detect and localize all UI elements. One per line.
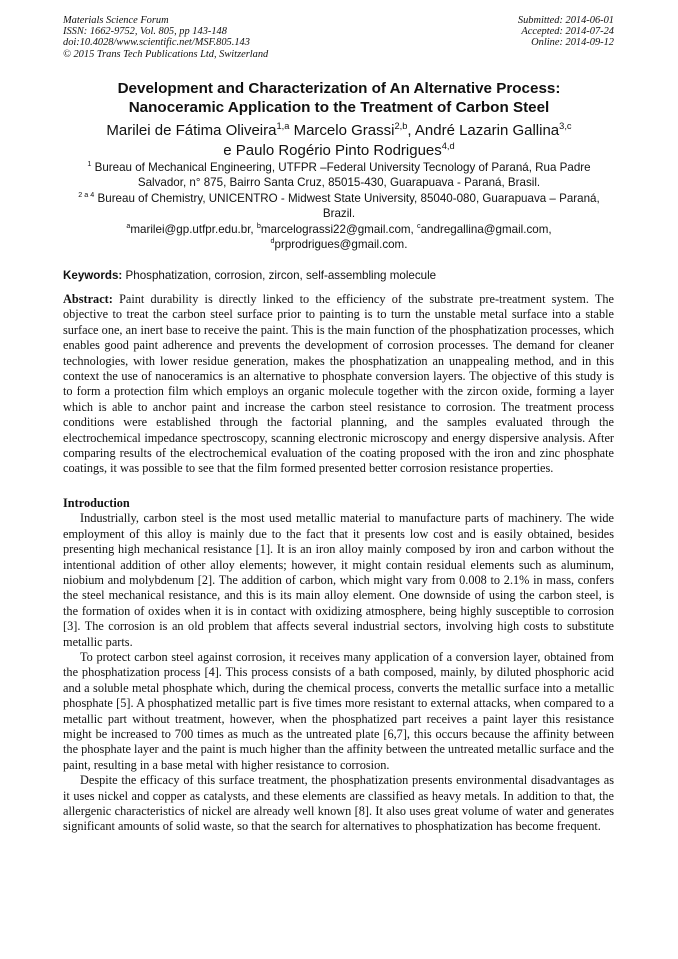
abstract-text: Paint durability is directly linked to the efficiency of the substrate pre-treatment system. The objective to treat the carbon steel surface prior to painting is to turn the unstable metal surface into a stable surface one, an inert base to receive the paint. This is the main function of the phosphatization processes, which enables good paint adherence and prevents the development of corrosion processes. The demand for cleaner technologies, with lower residue generation, makes the phosphatization an unappealing method, and in this context the use of nanoceramics is an alternative to phosphate conversion layers. The objective of this study is to form a protection film which employs an organic molecule together with the zircon oxide, forming a layer which is able to anchor paint and increase the carbon steel resistance to corrosion. The treatment process conditions were established through the factorial planning, and the samples evaluated through the electrochemical impedance spectroscopy, scanning electronic microscopy and energy dispersive analysis. After comparing results of the electrochemical evaluation of the coating proposed with the iron and zinc phosphate coatings, it was possible to see that the film formed presented better corrosion resistance properties. (63, 292, 615, 476)
author-3: André Lazarin Gallina (414, 122, 560, 139)
email-d-sup: d (270, 236, 275, 246)
author-2-sup: 2,b (394, 121, 408, 131)
affiliations (62, 160, 616, 252)
affiliation-1-text: Bureau of Mechanical Engineering, UTFPR –Federal University Tecnology of Paraná, Rua Padre Salvador, n° 875, Bairro Santa Cruz, 85015-430, Guarapuava - Paraná, Brasil. (94, 161, 591, 190)
journal-header (63, 15, 268, 60)
author-list (40, 121, 638, 161)
authors-line-1: Marilei de Fátima Oliveira$^{1,a}$ Marcelo Grassi$^{2,b}$, André Lazarin Gallina$^{3,c}$ (106, 121, 572, 139)
email-b-sup: b (256, 220, 261, 230)
journal-name: Materials Science Forum (63, 15, 169, 26)
author-3-sup: 3,c (559, 121, 572, 131)
author-4: e Paulo Rogério Pinto Rodrigues (223, 142, 442, 159)
abstract-label: Abstract: (63, 292, 113, 306)
email-c-sup: c (417, 220, 421, 230)
online-date: Online: 2014-09-12 (531, 37, 614, 49)
dates-header (518, 15, 614, 49)
email-a: marilei@gp.utfpr.edu.br, (130, 222, 254, 236)
section-heading-introduction: Introduction (63, 495, 130, 510)
affiliation-1 (62, 160, 616, 191)
author-emails (62, 222, 616, 253)
email-b: marcelograssi22@gmail.com, (260, 222, 414, 236)
abstract (63, 292, 614, 477)
affiliation-2 (62, 191, 616, 222)
author-4-sup: 4,d (441, 141, 455, 151)
email-d: prprodrigues@gmail.com. (274, 238, 408, 252)
intro-paragraph-1: Industrially, carbon steel is the most used metallic material to manufacture parts of machinery. The wide employment of this alloy is mainly due to the fact that it presents low cost and is easily obtained, besides presenting high mechanical resistance [1]. It is an iron alloy mainly composed by iron and carbon without the intentional addition of other alloy elements; however, it might contain residual elements such as aluminum, niobium and molybdenum [2]. The addition of carbon, which might vary from 0.008 to 2.1% in mass, confers the steel mechanical resistance, and this is its main alloy element. One downside of using the carbon steel, is the formation of oxides when it is in contact with oxidizing atmosphere, being highly susceptible to corrosion [3]. The corrosion is an old problem that affects several industrial sectors, involving high costs to substitute metallic parts. (63, 511, 614, 649)
affiliation-2-text: Bureau of Chemistry, UNICENTRO - Midwest State University, 85040-080, Guarapuava – Paraná, Brazil. (97, 191, 600, 221)
title-line-1: Development and Characterization of An Alternative Process: (117, 80, 561, 97)
intro-paragraph-3: Despite the efficacy of this surface treatment, the phosphatization presents environmental disadvantages as it uses nickel and copper as catalysts, and these elements are classified as heavy metals. In addition to that, the allergenic characteristics of nickel are already well known [8]. It also uses great volume of water and generates significant amounts of solid waste, so that the search for alternatives to phosphatization has become frequent. (63, 773, 614, 834)
email-c: andregallina@gmail.com, (420, 222, 552, 236)
journal-copyright: © 2015 Trans Tech Publications Ltd, Switzerland (63, 48, 269, 60)
affiliation-1-sup: 1 (87, 159, 92, 169)
accepted-date: Accepted: 2014-07-24 (521, 26, 614, 38)
affiliation-2-sup: 2 a 4 (78, 189, 95, 199)
paper-title (50, 79, 628, 117)
paper-body (63, 292, 614, 835)
intro-paragraph-2: To protect carbon steel against corrosion, it receives many application of a conversion layer, obtained from the phosphatization process [4]. This process consists of a bath composed, mainly, by diluted phosphoric acid and a soluble metal phosphate which, during the chemical process, converts the metallic surface into a metallic phosphate [5]. A phosphatized metallic part is five times more resistant to external attacks, when compared to a metallic part without treatment, however, when the phosphatized part receives a paint layer this resistance might be increased to 700 times as much as the untreated plate [6,7], this occurs because the affinity between the phosphate layer and the paint is much higher than the affinity between the untreated metallic surface and the paint, resulting in a base metal with higher resistance to corrosion. (63, 649, 614, 772)
authors-line-2 (40, 141, 638, 161)
author-1-sup: 1,a (276, 121, 290, 131)
keywords (63, 268, 615, 283)
submitted-date: Submitted: 2014-06-01 (517, 15, 614, 26)
author-2: Marcelo Grassi (293, 122, 395, 139)
email-a-sup: a (126, 220, 131, 230)
keywords-label: Keywords: (63, 269, 123, 282)
keywords-text: Phosphatization, corrosion, zircon, self-assembling molecule (125, 269, 437, 282)
journal-doi: doi:10.4028/www.scientific.net/MSF.805.143 (63, 37, 250, 49)
journal-issn: ISSN: 1662-9752, Vol. 805, pp 143-148 (63, 26, 227, 38)
author-1: Marilei de Fátima Oliveira (106, 122, 277, 139)
title-line-2: Nanoceramic Application to the Treatment of Carbon Steel (128, 99, 550, 116)
